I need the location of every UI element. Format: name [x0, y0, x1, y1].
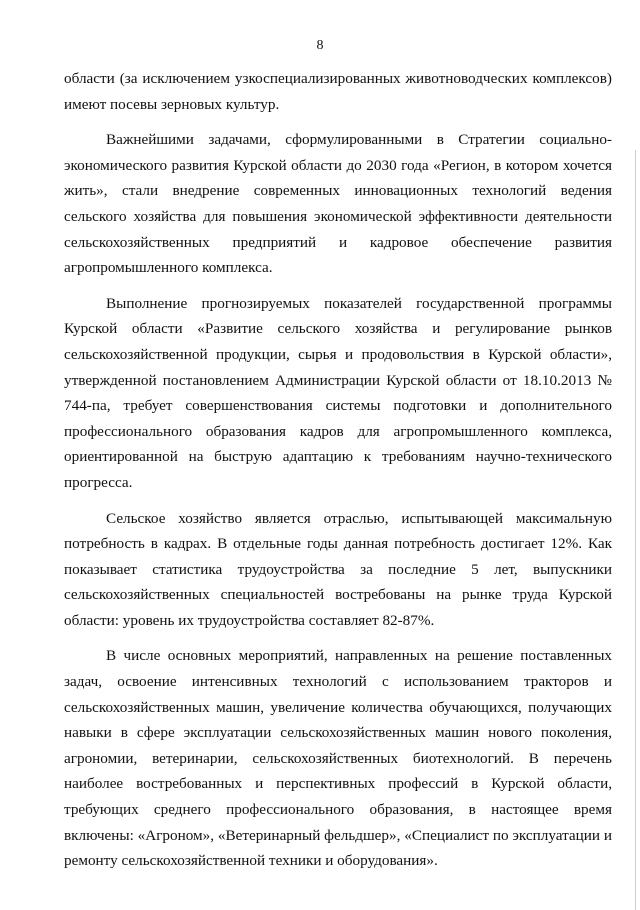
document-body — [64, 66, 612, 884]
page-number: 8 — [316, 38, 324, 53]
paragraph-continuation: области (за исключением узкоспециализированных животноводческих комплексов) имеют посевы зерновых культур. — [64, 70, 612, 113]
paragraph-strategy-tasks: Важнейшими задачами, сформулированными в Стратегии социально-экономического развития Курской области до 2030 года «Регион, в котором хочется жить», стали внедрение современных инновационных технологий ведения сельского хозяйства для повышения экономической эффективности деятельности сельскохозяйственных предприятий и кадровое обеспечение развития агропромышленного комплекса. — [64, 131, 612, 277]
paragraph-state-program: Выполнение прогнозируемых показателей государственной программы Курской области «Развитие сельского хозяйства и регулирование рынков сельскохозяйственной продукции, сырья и продовольствия в Курской области», утвержденной постановлением Администрации Курской области от 18.10.2013 № 744-па, требует совершенствования системы подготовки и дополнительного профессионального образования кадров для агропромышленного комплекса, ориентированной на быструю адаптацию к требованиям научно-технического прогресса. — [64, 294, 612, 491]
scan-edge-line — [635, 150, 636, 910]
paragraph-staff-demand: Сельское хозяйство является отраслью, испытывающей максимальную потребность в кадрах. В отдельные годы данная потребность достигает 12%. Как показывает статистика трудоустройства за последние 5 лет, выпускники сельскохозяйственных специальностей востребованы на рынке труда Курской области: уровень их трудоустройства составляет 82-87%. — [64, 509, 612, 629]
paragraph-main-measures: В числе основных мероприятий, направленных на решение поставленных задач, освоение интенсивных технологий с использованием тракторов и сельскохозяйственных машин, увеличение количества обучающихся, получающих навыки в сфере эксплуатации сельскохозяйственных машин нового поколения, агрономии, ветеринарии, сельскохозяйственных биотехнологий. В перечень наиболее востребованных и перспективных профессий в Курской области, требующих среднего профессионального образования, в настоящее время включены: «Агроном», «Ветеринарный фельдшер», «Специалист по эксплуатации и ремонту сельскохозяйственной техники и оборудования». — [64, 647, 612, 870]
